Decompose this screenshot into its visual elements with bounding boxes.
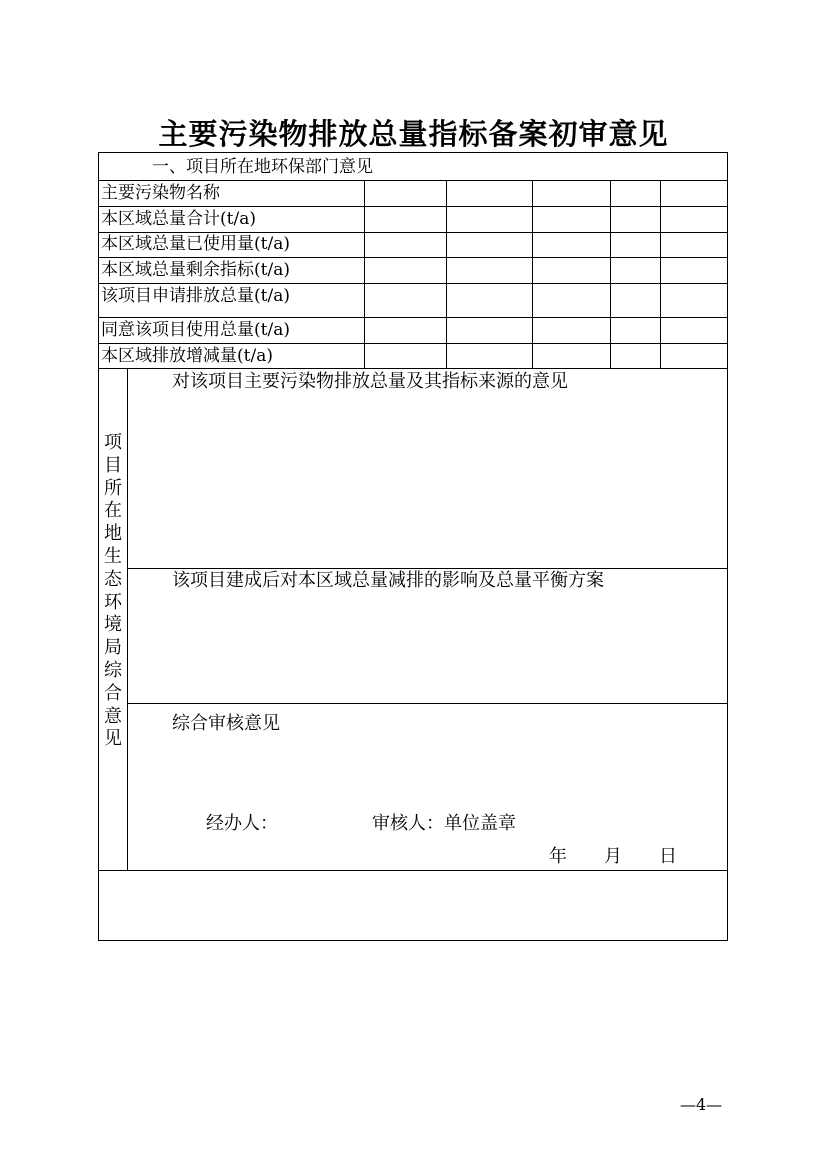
opinion-impact-field[interactable]: [128, 595, 727, 702]
opinion-source-heading: 对该项目主要污染物排放总量及其指标来源的意见: [172, 371, 568, 392]
date-month-label: 月: [604, 846, 622, 867]
table-rule: [446, 180, 447, 368]
section-heading: 一、项目所在地环保部门意见: [152, 157, 373, 177]
row-label-region-change: 本区域排放增减量(t/a): [101, 346, 273, 366]
row-label-project-applied: 该项目申请排放总量(t/a): [101, 286, 290, 306]
row-label-region-remaining: 本区域总量剩余指标(t/a): [101, 260, 290, 280]
opinion-impact-heading: 该项目建成后对本区域总量减排的影响及总量平衡方案: [172, 570, 604, 591]
table-rule: [127, 703, 728, 704]
document-title: 主要污染物排放总量指标备案初审意见: [158, 117, 669, 151]
value-cell[interactable]: [447, 181, 531, 205]
value-cell[interactable]: [533, 181, 609, 205]
opinion-summary-heading: 综合审核意见: [172, 713, 280, 734]
handler-label: 经办人：: [206, 813, 278, 834]
table-rule: [98, 317, 728, 318]
value-cell[interactable]: [611, 181, 659, 205]
side-label-bureau-opinion: 项目所在地生态环境局综合意见: [104, 432, 122, 750]
date-year-label: 年: [549, 846, 567, 867]
table-rule: [532, 180, 533, 368]
page-number: —4—: [680, 1095, 723, 1114]
opinion-summary-field[interactable]: [128, 738, 727, 808]
table-rule: [364, 180, 365, 368]
row-label-region-total: 本区域总量合计(t/a): [101, 209, 256, 229]
table-rule: [98, 206, 728, 207]
table-rule: [98, 343, 728, 344]
value-cell[interactable]: [365, 181, 445, 205]
row-label-project-approved: 同意该项目使用总量(t/a): [101, 320, 290, 340]
row-label-region-used: 本区域总量已使用量(t/a): [101, 234, 290, 254]
table-rule: [660, 180, 661, 368]
table-rule: [98, 368, 728, 369]
opinion-source-field[interactable]: [128, 396, 727, 567]
value-cell[interactable]: [661, 181, 727, 205]
bottom-remarks-field[interactable]: [99, 871, 727, 940]
table-rule: [98, 283, 728, 284]
table-rule: [98, 257, 728, 258]
reviewer-seal-label: 审核人：单位盖章: [372, 813, 516, 834]
table-rule: [610, 180, 611, 368]
row-label-pollutant-name: 主要污染物名称: [101, 183, 220, 203]
table-rule: [127, 568, 728, 569]
date-day-label: 日: [659, 846, 677, 867]
table-rule: [98, 232, 728, 233]
